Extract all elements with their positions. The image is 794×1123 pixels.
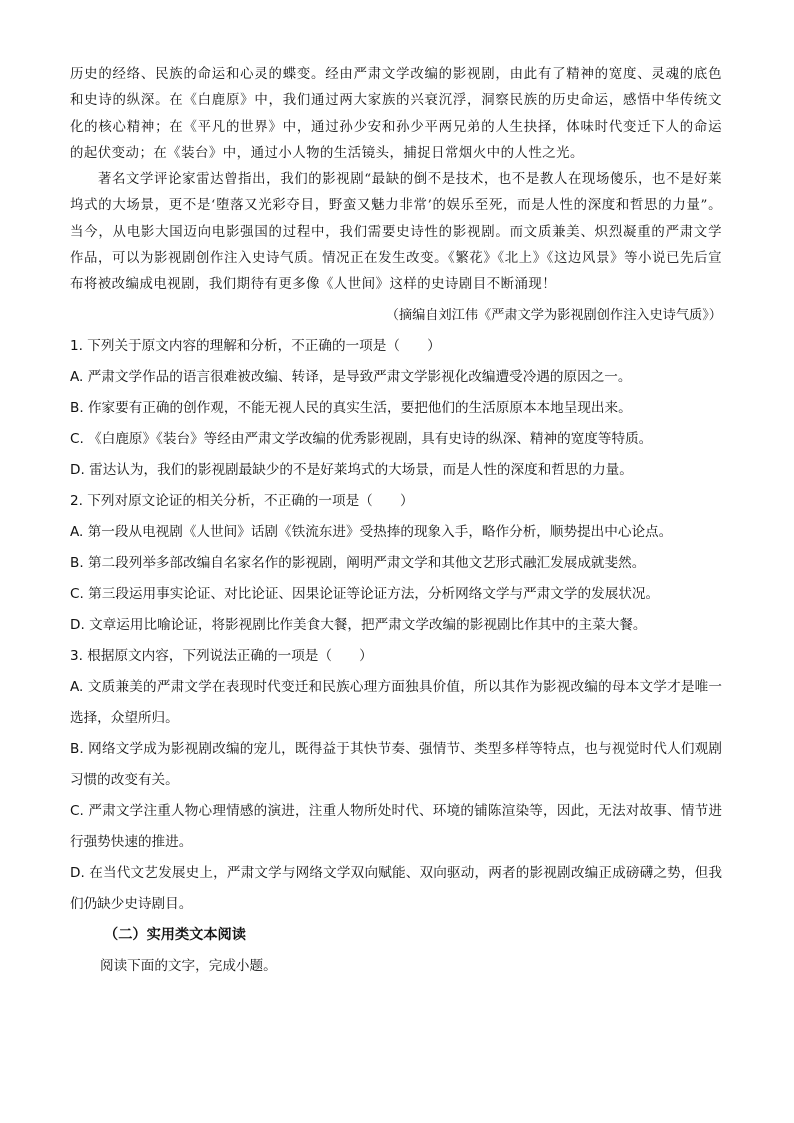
question-2 bbox=[70, 486, 722, 641]
option-c: C. 严肃文学注重人物心理情感的演进，注重人物所处时代、环境的铺陈渲染等，因此，无法对故事、情节进行强势快速的推进。 bbox=[70, 802, 722, 850]
document-page bbox=[70, 62, 722, 982]
question-3 bbox=[70, 641, 722, 920]
question-1 bbox=[70, 331, 722, 486]
option-b: B. 第二段列举多部改编自名家名作的影视剧，阐明严肃文学和其他文艺形式融汇发展成就斐然。 bbox=[70, 554, 646, 571]
option-d: D. 雷达认为，我们的影视剧最缺少的不是好莱坞式的大场景，而是人性的深度和哲思的力量。 bbox=[70, 461, 633, 478]
question-stem: 1. 下列关于原文内容的理解和分析，不正确的一项是（ ） bbox=[70, 337, 441, 354]
option-b: B. 网络文学成为影视剧改编的宠儿，既得益于其快节奏、强情节、类型多样等特点，也与视觉时代人们观剧习惯的改变有关。 bbox=[70, 740, 722, 788]
section-heading: （二）实用类文本阅读 bbox=[104, 926, 246, 943]
passage-paragraph-1: 历史的经络、民族的命运和心灵的蝶变。经由严肃文学改编的影视剧，由此有了精神的宽度、灵魂的底色和史诗的纵深。在《白鹿原》中，我们通过两大家族的兴衰沉浮，洞察民族的历史命运，感悟中华传统文化的核心精神；在《平凡的世界》中，通过孙少安和孙少平两兄弟的人生抉择，体味时代变迁下人的命运的起伏变动；在《装台》中，通过小人物的生活镜头，捕捉日常烟火中的人性之光。 bbox=[70, 67, 722, 161]
option-d: D. 文章运用比喻论证，将影视剧比作美食大餐，把严肃文学改编的影视剧比作其中的主菜大餐。 bbox=[70, 616, 647, 633]
section-instruction: 阅读下面的文字，完成小题。 bbox=[100, 957, 277, 974]
option-c: C. 第三段运用事实论证、对比论证、因果论证等论证方法，分析网络文学与严肃文学的发展状况。 bbox=[70, 585, 660, 602]
question-stem: 2. 下列对原文论证的相关分析，不正确的一项是（ ） bbox=[70, 492, 414, 509]
option-d: D. 在当代文艺发展史上，严肃文学与网络文学双向赋能、双向驱动，两者的影视剧改编正成磅礴之势，但我们仍缺少史诗剧目。 bbox=[70, 864, 722, 912]
passage-source-citation: （摘编自刘江伟《严肃文学为影视剧创作注入史诗气质》） bbox=[385, 307, 722, 323]
option-a: A. 严肃文学作品的语言很难被改编、转译，是导致严肃文学影视化改编遭受冷遇的原因之一。 bbox=[70, 368, 632, 385]
option-a: A. 第一段从电视剧《人世间》话剧《铁流东进》受热捧的现象入手，略作分析，顺势提出中心论点。 bbox=[70, 523, 673, 540]
option-b: B. 作家要有正确的创作观，不能无视人民的真实生活，要把他们的生活原原本本地呈现出来。 bbox=[70, 399, 632, 416]
passage-paragraph-2: 著名文学评论家雷达曾指出，我们的影视剧“最缺的倒不是技术，也不是教人在现场傻乐，也不是好莱坞式的大场景，更不是‘堕落又光彩夺目，野蛮又魅力非常’的娱乐至死，而是人性的深度和哲思的力量”。当今，从电影大国迈向电影强国的过程中，我们需要史诗性的影视剧。而文质兼美、炽烈凝重的严肃文学作品，可以为影视剧创作注入史诗气质。情况正在发生改变。《繁花》《北上》《这边风景》等小说已先后宣布将被改编成电视剧，我们期待有更多像《人世间》这样的史诗剧目不断涌现！ bbox=[70, 172, 722, 293]
question-stem: 3. 根据原文内容，下列说法正确的一项是（ ） bbox=[70, 647, 373, 664]
option-a: A. 文质兼美的严肃文学在表现时代变迁和民族心理方面独具价值，所以其作为影视改编的母本文学才是唯一选择，众望所归。 bbox=[70, 678, 722, 726]
option-c: C. 《白鹿原》《装台》等经由严肃文学改编的优秀影视剧，具有史诗的纵深、精神的宽度等特质。 bbox=[70, 430, 653, 447]
